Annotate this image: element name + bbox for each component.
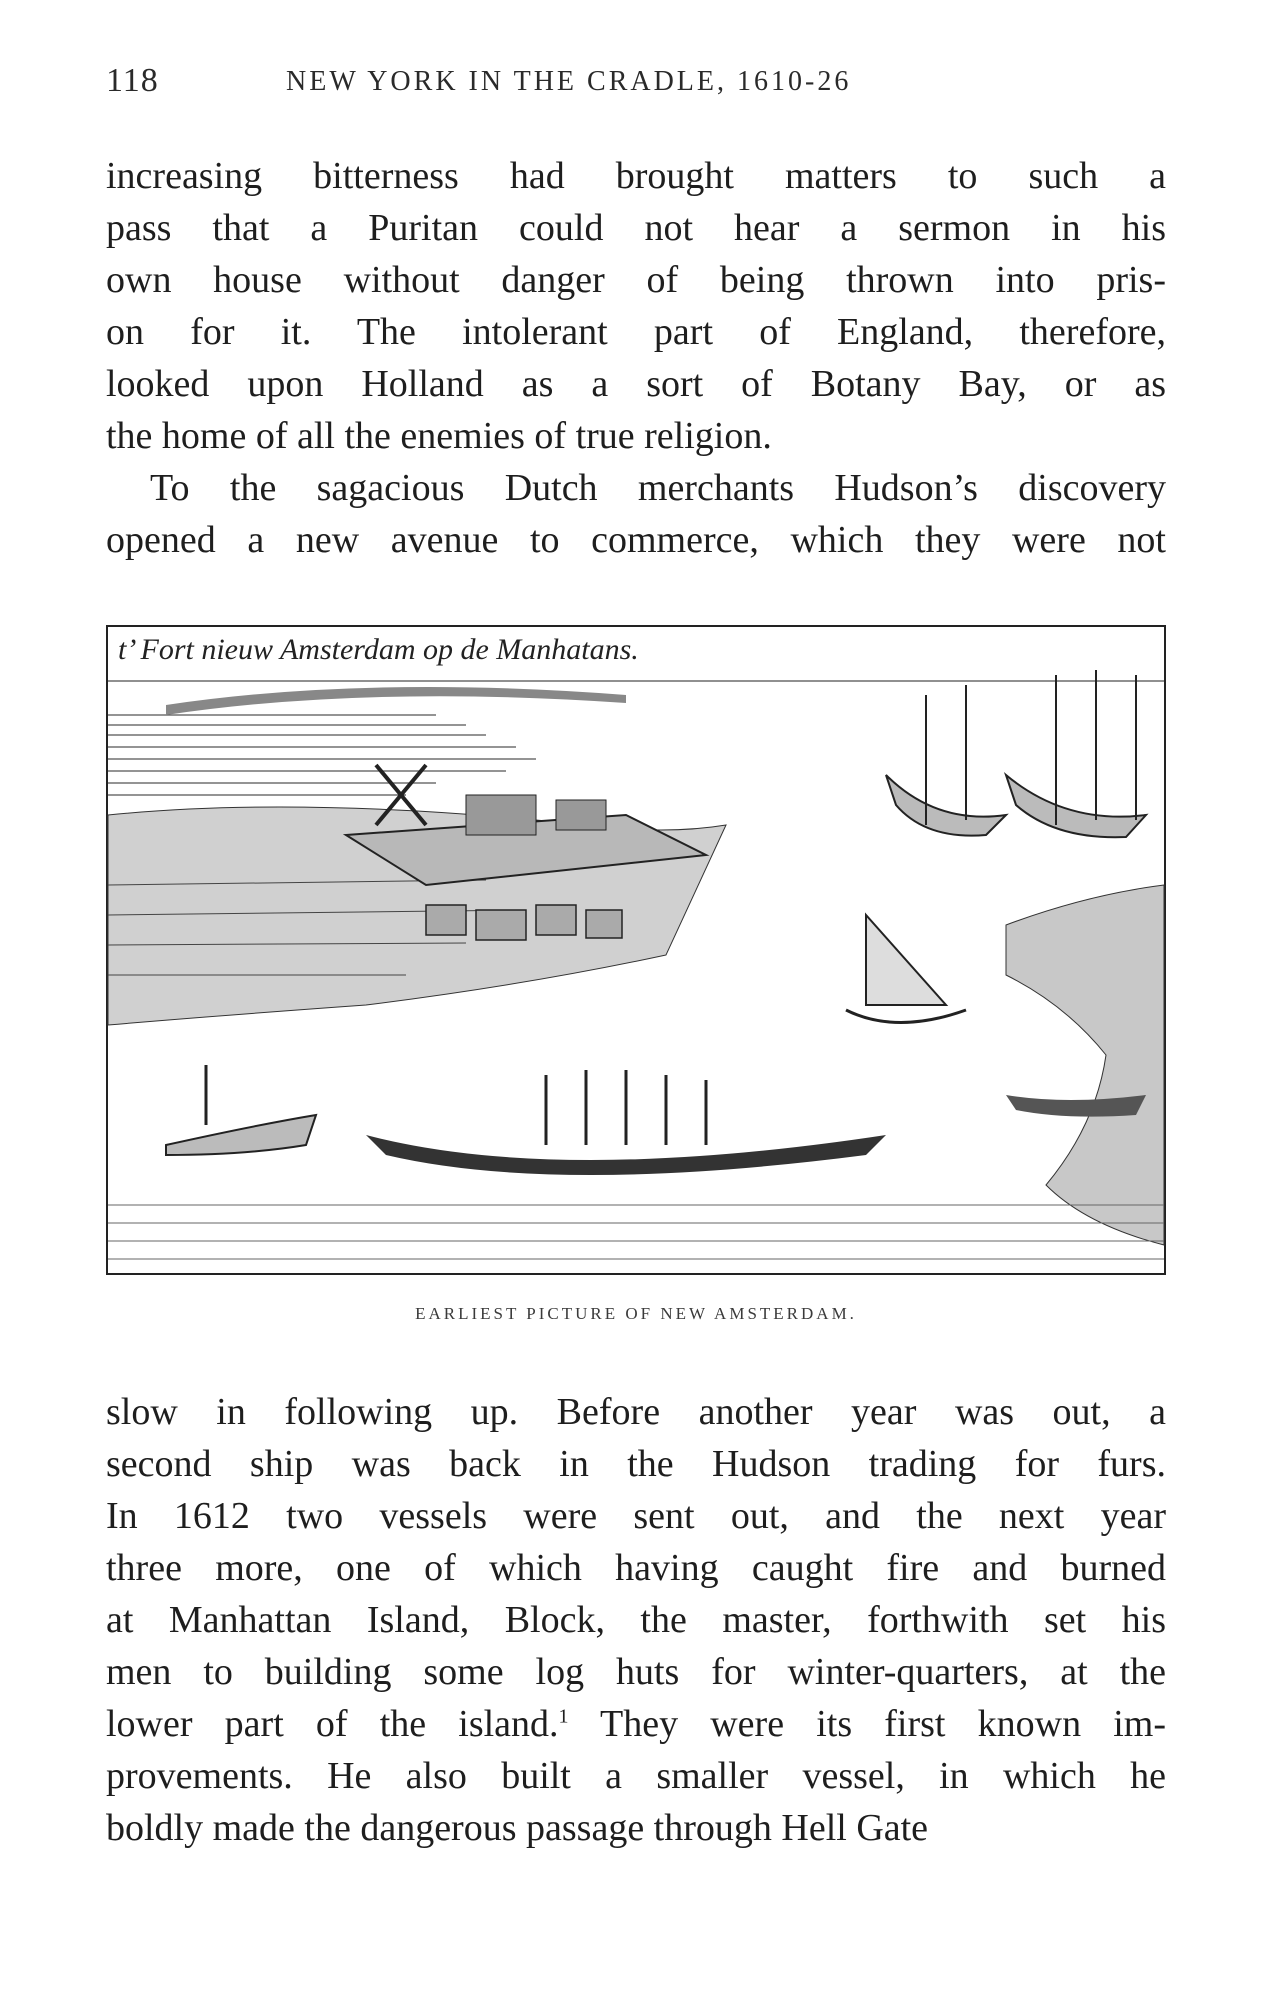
text-fragment: lower part of the island. [106,1703,559,1745]
text-line: on for it. The intolerant part of England, therefore, [106,311,1166,353]
paragraph-3 [106,1386,1166,1854]
text-line: at Manhattan Island, Block, the master, forthwith set his [106,1599,1166,1641]
text-line: opened a new avenue to commerce, which they were not [106,519,1166,561]
text-line: men to building some log huts for winter-quarters, at the [106,1651,1166,1693]
text-line-with-footnote [106,1698,1166,1750]
engraving-legend: t’ Fort nieuw Amsterdam op de Manhatans. [118,633,639,666]
text-line: looked upon Holland as a sort of Botany Bay, or as [106,363,1166,405]
text-line: In 1612 two vessels were sent out, and the next year [106,1495,1166,1537]
page-number: 118 [106,62,159,99]
text-line: increasing bitterness had brought matters to such a [106,155,1166,197]
text-line: second ship was back in the Hudson trading for furs. [106,1443,1166,1485]
text-line: pass that a Puritan could not hear a sermon in his [106,207,1166,249]
text-line: slow in following up. Before another year was out, a [106,1391,1166,1433]
text-line: boldly made the dangerous passage through Hell Gate [106,1807,929,1849]
text-line: provements. He also built a smaller vessel, in which he [106,1755,1166,1797]
footnote-mark: 1 [558,1705,569,1728]
running-title: NEW YORK IN THE CRADLE, 1610-26 [286,66,852,97]
new-amsterdam-engraving [106,625,1166,1275]
engraving-figure [106,625,1166,1275]
text-line: the home of all the enemies of true religion. [106,415,772,457]
paragraph-1 [106,150,1166,462]
paragraph-2 [106,462,1166,566]
text-fragment: They were its first known im- [600,1703,1166,1745]
text-line: To the sagacious Dutch merchants Hudson’s discovery [150,467,1166,509]
figure-caption: EARLIEST PICTURE OF NEW AMSTERDAM. [415,1304,857,1323]
text-line: own house without danger of being thrown into pris- [106,259,1166,301]
text-line: three more, one of which having caught fire and burned [106,1547,1166,1589]
